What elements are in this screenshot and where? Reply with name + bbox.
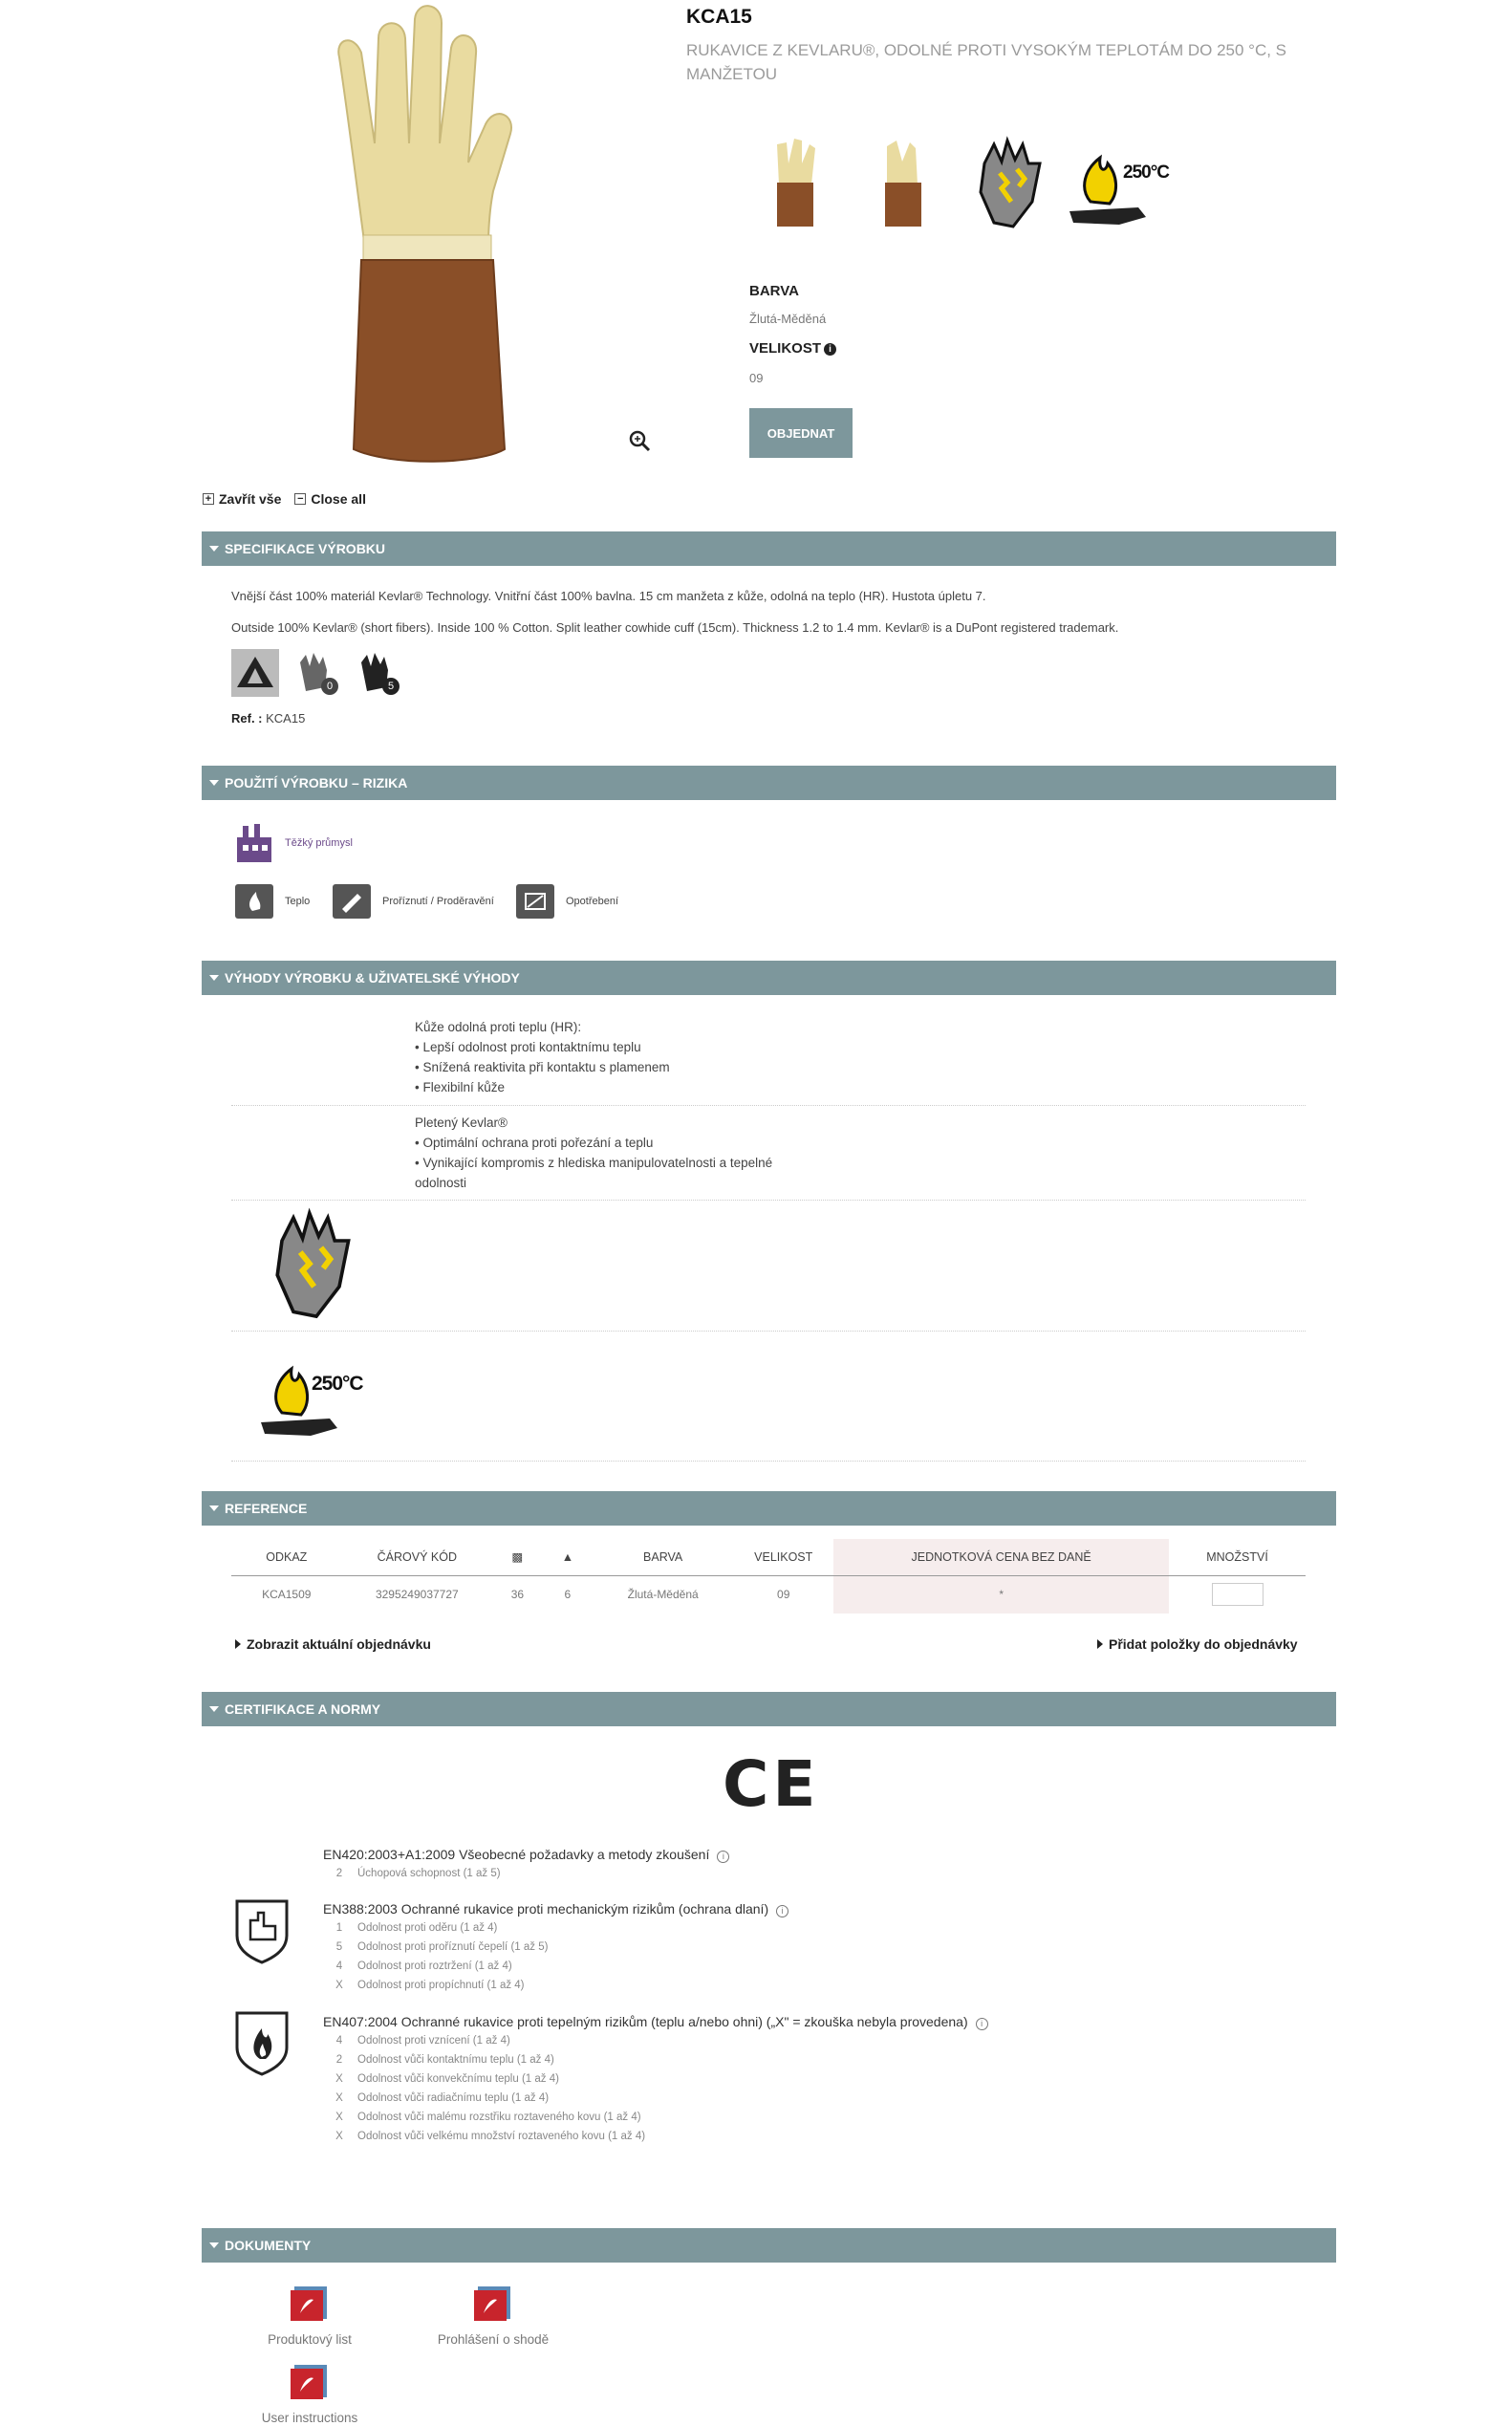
- document-label: Produktový list: [268, 2332, 352, 2347]
- section-title: VÝHODY VÝROBKU & UŽIVATELSKÉ VÝHODY: [225, 970, 520, 986]
- order-button[interactable]: OBJEDNAT: [749, 408, 853, 458]
- norm-value: 1: [335, 1922, 343, 1934]
- norm-title-text: EN388:2003 Ochranné rukavice proti mechanickým rizikům (ochrana dlaní): [323, 1901, 769, 1917]
- norm-value: X: [335, 2112, 343, 2123]
- cut-risk-icon: [333, 884, 371, 919]
- pdf-icon: [472, 2285, 514, 2323]
- cell-box-qty: 36: [510, 1588, 525, 1602]
- column-header: ODKAZ: [231, 1539, 342, 1575]
- advantage-item: • Lepší odolnost proti kontaktnímu teplu: [415, 1040, 641, 1054]
- column-header: VELIKOST: [733, 1539, 833, 1575]
- norm-value: 4: [335, 2035, 343, 2047]
- cell-barcode: 3295249037727: [375, 1588, 459, 1602]
- heat-250-icon: [248, 1346, 382, 1441]
- divider: [231, 1105, 1306, 1106]
- norm-text: Úchopová schopnost (1 až 5): [357, 1868, 501, 1879]
- plus-icon: +: [203, 493, 214, 505]
- norm-item: [335, 2112, 641, 2123]
- section-header-norms[interactable]: [202, 1692, 1336, 1726]
- info-icon[interactable]: i: [776, 1905, 788, 1917]
- norm-text: Odolnost vůči malému rozstřiku roztaveného kovu (1 až 4): [357, 2112, 641, 2123]
- cell-color: Žlutá-Měděná: [627, 1588, 699, 1602]
- cell-ref: KCA1509: [262, 1588, 312, 1602]
- glove-thumb-icon: [767, 135, 825, 230]
- caret-right-icon: [235, 1639, 241, 1649]
- advantage-item: • Snížená reaktivita při kontaktu s plamenem: [415, 1060, 670, 1074]
- advantage-title: Pletený Kevlar®: [415, 1116, 508, 1130]
- product-title: RUKAVICE Z KEVLARU®, ODOLNÉ PROTI VYSOKÝM TEPLOTÁM DO 250 °C, S MANŽETOU: [686, 41, 1287, 83]
- divider: [231, 1200, 1306, 1201]
- norm-en407-title: [323, 2014, 988, 2030]
- factory-icon: [235, 822, 273, 864]
- section-title: REFERENCE: [225, 1501, 308, 1516]
- ref-value: KCA15: [266, 711, 306, 726]
- glove-badge-icon: [292, 649, 340, 697]
- pdf-icon: [289, 2363, 331, 2401]
- spec-text-cz: Vnější část 100% materiál Kevlar® Technology. Vnitřní část 100% bavlna. 15 cm manžeta z kůže, odolná na teplo (HR). Hustota úpletu 7.: [231, 589, 986, 603]
- product-main-image[interactable]: [315, 0, 545, 468]
- norm-title-text: EN420:2003+A1:2009 Všeobecné požadavky a metody zkoušení: [323, 1847, 710, 1862]
- section-header-advantages[interactable]: [202, 961, 1336, 995]
- norm-text: Odolnost proti vznícení (1 až 4): [357, 2035, 510, 2047]
- section-header-reference[interactable]: [202, 1491, 1336, 1526]
- risk-label: Proříznutí / Proděravění: [382, 896, 494, 907]
- abrasion-risk-icon: [516, 884, 554, 919]
- norm-text: Odolnost proti propíchnutí (1 až 4): [357, 1980, 525, 1991]
- info-icon[interactable]: i: [976, 2018, 988, 2030]
- color-value: Žlutá-Měděná: [749, 312, 827, 326]
- section-header-specs[interactable]: [202, 531, 1336, 566]
- advantage-item: • Flexibilní kůže: [415, 1080, 506, 1094]
- advantage-block: [415, 1017, 816, 1097]
- thumbnail-2[interactable]: [850, 130, 955, 235]
- ref-label: Ref. :: [231, 711, 263, 726]
- color-label: BARVA: [749, 283, 799, 299]
- heat-label: 250°C: [1123, 162, 1170, 183]
- divider: [231, 1331, 1306, 1332]
- badge-number: 5: [382, 678, 400, 695]
- reference-line: [231, 711, 305, 726]
- spec-text-en: Outside 100% Kevlar® (short fibers). Inside 100 % Cotton. Split leather cowhide cuff (15cm). Thickness 1.2 to 1.4 mm. Kevlar® is a DuPont registered trademark.: [231, 620, 1119, 635]
- cut-resistance-icon: [965, 135, 1051, 230]
- norm-en388-title: [323, 1901, 788, 1917]
- glove-badge-icon: [354, 649, 401, 697]
- norm-text: Odolnost vůči radiačnímu teplu (1 až 4): [357, 2092, 550, 2104]
- caret-down-icon: [209, 546, 219, 552]
- close-all-toggle[interactable]: [294, 491, 366, 507]
- norm-item: [335, 2131, 645, 2142]
- norm-text: Odolnost proti proříznutí čepelí (1 až 5): [357, 1941, 549, 1953]
- section-header-usage[interactable]: [202, 766, 1336, 800]
- risk-label: Opotřebení: [566, 896, 619, 907]
- norm-item: [335, 1960, 512, 1972]
- risk-item[interactable]: [333, 884, 494, 919]
- section-title: SPECIFIKACE VÝROBKU: [225, 541, 386, 556]
- badge-number: 0: [321, 678, 338, 695]
- norm-value: X: [335, 2131, 343, 2142]
- brand-logo-icon: [231, 649, 279, 697]
- expand-all-toggle[interactable]: [203, 491, 281, 507]
- section-title: DOKUMENTY: [225, 2238, 312, 2253]
- thumbnail-4[interactable]: [1062, 130, 1186, 235]
- close-all-label: Close all: [311, 491, 366, 507]
- glove-thumb-icon: [874, 135, 931, 230]
- pdf-icon: [289, 2285, 331, 2323]
- column-header: ČÁROVÝ KÓD: [342, 1539, 493, 1575]
- heat-label: 250°C: [312, 1373, 363, 1395]
- caret-down-icon: [209, 975, 219, 981]
- norm-value: 2: [335, 1868, 343, 1879]
- norm-item: [335, 1868, 501, 1879]
- document-link[interactable]: [243, 2363, 377, 2425]
- risk-item[interactable]: [235, 884, 310, 919]
- norm-item: [335, 1980, 525, 1991]
- sector-item[interactable]: [235, 822, 353, 864]
- size-value: 09: [749, 371, 764, 385]
- advantage-title: Kůže odolná proti teplu (HR):: [415, 1020, 582, 1034]
- box-icon: ▩: [492, 1539, 543, 1575]
- mechanical-risk-shield-icon: [233, 1897, 291, 1964]
- norm-item: [335, 2035, 510, 2047]
- caret-down-icon: [209, 1706, 219, 1712]
- caret-down-icon: [209, 1505, 219, 1511]
- norm-text: Odolnost vůči kontaktnímu teplu (1 až 4): [357, 2054, 554, 2066]
- cell-quantity: [1169, 1575, 1306, 1614]
- column-header: JEDNOTKOVÁ CENA BEZ DANĚ: [833, 1539, 1169, 1575]
- thumbnail-1[interactable]: [744, 130, 849, 235]
- column-header: BARVA: [593, 1539, 733, 1575]
- column-header: MNOŽSTVÍ: [1169, 1539, 1306, 1575]
- norm-value: 2: [335, 2054, 343, 2066]
- advantage-item: • Vynikající kompromis z hlediska manipulovatelnosti a tepelné odolnosti: [415, 1156, 773, 1190]
- heat-risk-icon: [235, 884, 273, 919]
- thumbnail-3[interactable]: [956, 130, 1061, 235]
- section-title: POUŽITÍ VÝROBKU – RIZIKA: [225, 775, 408, 791]
- cell-size: 09: [777, 1588, 790, 1602]
- person-icon: ▲: [543, 1539, 594, 1575]
- caret-down-icon: [209, 2242, 219, 2248]
- caret-down-icon: [209, 780, 219, 786]
- norm-value: X: [335, 2092, 343, 2104]
- risk-item[interactable]: [516, 884, 618, 919]
- document-label: User instructions: [261, 2411, 358, 2425]
- risk-label: Teplo: [285, 896, 311, 907]
- table-row: [231, 1575, 1306, 1614]
- glove-image: [315, 0, 545, 468]
- expand-collapse-row: [203, 491, 366, 507]
- cell-price: *: [833, 1575, 1169, 1614]
- table-header-row: [231, 1539, 1306, 1575]
- cut-resistance-icon: [258, 1206, 363, 1321]
- norm-value: X: [335, 2073, 343, 2085]
- size-label: [749, 340, 836, 357]
- advantage-block: [415, 1113, 816, 1193]
- show-order-link[interactable]: [235, 1636, 431, 1652]
- caret-right-icon: [1097, 1639, 1103, 1649]
- norm-text: Odolnost proti roztržení (1 až 4): [357, 1960, 512, 1972]
- norm-item: [335, 2073, 559, 2085]
- info-icon[interactable]: i: [717, 1851, 729, 1863]
- section-title: CERTIFIKACE A NORMY: [225, 1701, 381, 1717]
- advantage-item: • Optimální ochrana proti pořezání a teplu: [415, 1136, 654, 1150]
- link-label: Zobrazit aktuální objednávku: [247, 1636, 431, 1652]
- divider: [231, 1461, 1306, 1462]
- norm-item: [335, 1941, 548, 1953]
- norm-value: X: [335, 1980, 343, 1991]
- ce-mark: CE: [723, 1747, 820, 1821]
- norm-item: [335, 1922, 497, 1934]
- product-code: KCA15: [686, 6, 752, 28]
- add-items-link[interactable]: [1097, 1636, 1298, 1652]
- link-label: Přidat položky do objednávky: [1109, 1636, 1298, 1652]
- document-label: Prohlášení o shodě: [437, 2332, 550, 2347]
- zoom-icon[interactable]: [627, 428, 652, 453]
- norm-en420-title: [323, 1847, 729, 1863]
- norm-item: [335, 2054, 554, 2066]
- size-label-text: VELIKOST: [749, 340, 822, 357]
- document-link[interactable]: [426, 2285, 560, 2347]
- expand-all-label: Zavřít vše: [219, 491, 282, 507]
- norm-value: 4: [335, 1960, 343, 1972]
- pictogram-row: [231, 649, 401, 697]
- thermal-risk-shield-icon: [233, 2009, 291, 2076]
- cell-pack-qty: 6: [564, 1588, 572, 1602]
- norm-text: Odolnost vůči konvekčnímu teplu (1 až 4): [357, 2073, 559, 2085]
- norm-text: Odolnost proti oděru (1 až 4): [357, 1922, 498, 1934]
- norm-value: 5: [335, 1941, 343, 1953]
- norm-title-text: EN407:2004 Ochranné rukavice proti tepelným rizikům (teplu a/nebo ohni) („X" = zkouška nebyla provedena): [323, 2014, 968, 2029]
- document-link[interactable]: [243, 2285, 377, 2347]
- minus-icon: −: [294, 493, 306, 505]
- sector-label: Těžký průmysl: [285, 837, 353, 849]
- norm-text: Odolnost vůči velkému množství roztaveného kovu (1 až 4): [357, 2131, 646, 2142]
- quantity-input[interactable]: [1212, 1583, 1264, 1606]
- info-icon[interactable]: i: [824, 343, 836, 356]
- reference-table: [231, 1539, 1306, 1614]
- norm-item: [335, 2092, 549, 2104]
- section-header-documents[interactable]: [202, 2228, 1336, 2263]
